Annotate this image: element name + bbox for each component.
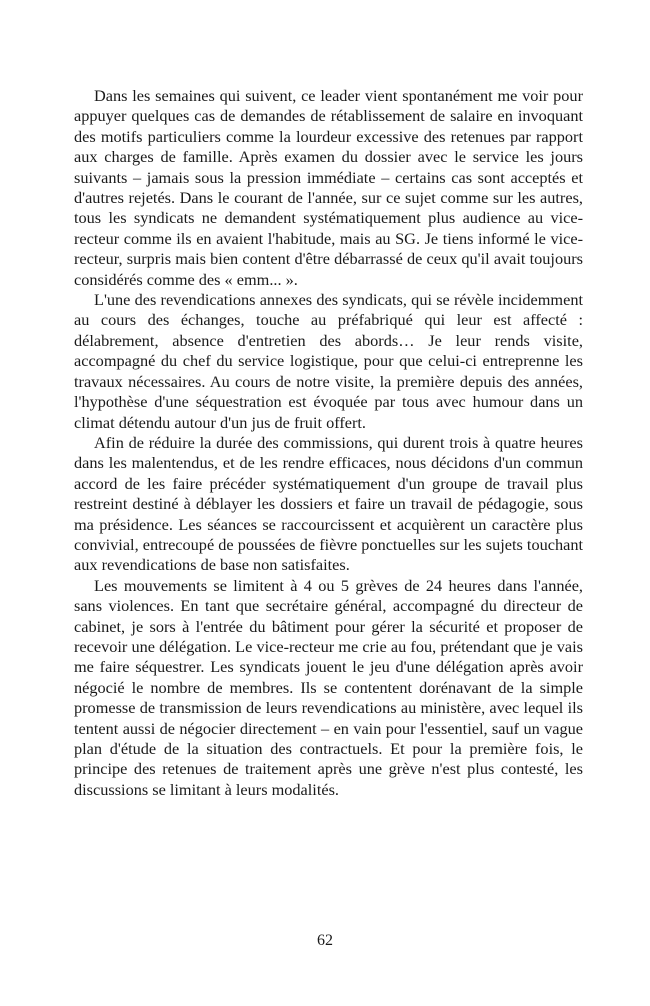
page-number: 62 — [317, 932, 333, 949]
page-body — [74, 86, 583, 800]
paragraph-4: Les mouvements se limitent à 4 ou 5 grèves de 24 heures dans l'année, sans violences. En tant que secrétaire général, accompagné du directeur de cabinet, je sors à l'entrée du bâtiment pour gérer la sécurité et proposer de recevoir une délégation. Le vice-recteur me crie au fou, prétendant que je vais me faire séquestrer. Les syndicats jouent le jeu d'une délégation après avoir négocié le nombre de membres. Ils se contentent dorénavant de la simple promesse de transmission de leurs revendications au ministère, avec lequel ils tentent aussi de négocier directement – en vain pour l'essentiel, sauf un vague plan d'étude de la situation des contractuels. Et pour la première fois, le principe des retenues de traitement après une grève n'est plus contesté, les discussions se limitant à leurs modalités. — [74, 575, 583, 799]
paragraph-3: Afin de réduire la durée des commissions, qui durent trois à quatre heures dans les malentendus, et de les rendre efficaces, nous décidons d'un commun accord de les faire précéder systématiquement d'un groupe de travail plus restreint destiné à déblayer les dossiers et faire un travail de pédagogie, sous ma présidence. Les séances se raccourcissent et acquièrent un caractère plus convivial, entrecoupé de poussées de fièvre ponctuelles sur les sujets touchant aux revendications de base non satisfaites. — [74, 432, 583, 575]
paragraph-1: Dans les semaines qui suivent, ce leader vient spontanément me voir pour appuyer quelques cas de demandes de rétablissement de salaire en invoquant des motifs particuliers comme la lourdeur excessive des retenues par rapport aux charges de famille. Après examen du dossier avec le service les jours suivants – jamais sous la pression immédiate – certains cas sont acceptés et d'autres rejetés. Dans le courant de l'année, sur ce sujet comme sur les autres, tous les syndicats ne demandent systématiquement plus audience au vice-recteur comme ils en avaient l'habitude, mais au SG. Je tiens informé le vice-recteur, surpris mais bien content d'être débarrassé de ceux qu'il avait toujours considérés comme des « emm... ». — [74, 86, 583, 289]
paragraph-2: L'une des revendications annexes des syndicats, qui se révèle incidemment au cours des échanges, touche au préfabriqué qui leur est affecté : délabrement, absence d'entretien des abords… Je leur rends visite, accompagné du chef du service logistique, pour que celui-ci entreprenne les travaux nécessaires. Au cours de notre visite, la première depuis des années, l'hypothèse d'une séquestration est évoquée par tous avec humour dans un climat détendu autour d'un jus de fruit offert. — [74, 290, 583, 432]
